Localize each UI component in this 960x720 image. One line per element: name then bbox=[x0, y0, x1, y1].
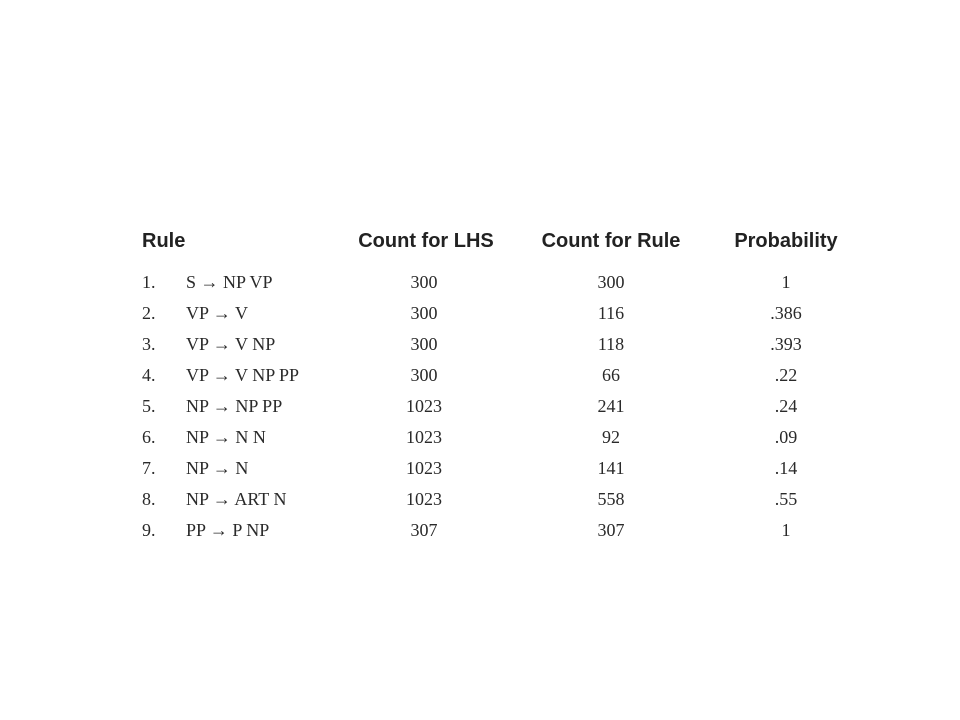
table-row bbox=[142, 329, 862, 360]
header-count-for-rule: Count for Rule bbox=[541, 230, 681, 252]
lhs-count: 1023 bbox=[406, 489, 442, 509]
probability: 1 bbox=[781, 520, 791, 540]
rule-text: NP → NP PP bbox=[186, 396, 283, 416]
lhs-count: 300 bbox=[410, 365, 438, 385]
rule-text: VP → V bbox=[186, 303, 249, 323]
rule-count: 241 bbox=[597, 396, 625, 416]
header-rule: Rule bbox=[142, 230, 186, 252]
rule-number: 4. bbox=[142, 365, 156, 385]
probability: .386 bbox=[770, 303, 802, 323]
rule-count: 307 bbox=[597, 520, 625, 540]
table-row bbox=[142, 484, 862, 515]
rule-number: 2. bbox=[142, 303, 156, 323]
probability: .393 bbox=[770, 334, 802, 354]
rule-text: NP → N bbox=[186, 458, 249, 478]
table-row bbox=[142, 391, 862, 422]
rule-number: 9. bbox=[142, 520, 156, 540]
rule-count: 300 bbox=[597, 272, 625, 292]
lhs-count: 307 bbox=[410, 520, 438, 540]
table-row bbox=[142, 515, 862, 546]
rule-text: VP → V NP PP bbox=[186, 365, 300, 385]
lhs-count: 1023 bbox=[406, 458, 442, 478]
probability: .09 bbox=[774, 427, 798, 447]
rule-text: PP → P NP bbox=[186, 520, 270, 540]
lhs-count: 300 bbox=[410, 334, 438, 354]
header-probability: Probability bbox=[734, 230, 838, 252]
lhs-count: 300 bbox=[410, 303, 438, 323]
table-row bbox=[142, 298, 862, 329]
table-header-row bbox=[142, 226, 862, 267]
rule-count: 66 bbox=[602, 365, 620, 385]
rule-text: VP → V NP bbox=[186, 334, 276, 354]
lhs-count: 1023 bbox=[406, 427, 442, 447]
rule-count: 116 bbox=[597, 303, 625, 323]
table-row bbox=[142, 453, 862, 484]
lhs-count: 300 bbox=[410, 272, 438, 292]
rule-text: S → NP VP bbox=[186, 272, 273, 292]
rule-number: 1. bbox=[142, 272, 156, 292]
rule-count: 92 bbox=[602, 427, 620, 447]
probability: .55 bbox=[774, 489, 798, 509]
table-row bbox=[142, 267, 862, 298]
rule-number: 7. bbox=[142, 458, 156, 478]
grammar-probability-table bbox=[142, 226, 862, 546]
table-body bbox=[142, 267, 862, 546]
rule-number: 5. bbox=[142, 396, 156, 416]
rule-text: NP → N N bbox=[186, 427, 266, 447]
header-count-for-lhs: Count for LHS bbox=[358, 230, 494, 252]
lhs-count: 1023 bbox=[406, 396, 442, 416]
rule-count: 558 bbox=[597, 489, 625, 509]
probability: 1 bbox=[781, 272, 791, 292]
rule-count: 118 bbox=[597, 334, 625, 354]
probability: .22 bbox=[774, 365, 798, 385]
rule-text: NP → ART N bbox=[186, 489, 287, 509]
rule-count: 141 bbox=[597, 458, 625, 478]
rule-number: 6. bbox=[142, 427, 156, 447]
table-row bbox=[142, 360, 862, 391]
probability: .14 bbox=[774, 458, 798, 478]
rule-number: 8. bbox=[142, 489, 156, 509]
rule-number: 3. bbox=[142, 334, 156, 354]
table-row bbox=[142, 422, 862, 453]
probability: .24 bbox=[774, 396, 798, 416]
